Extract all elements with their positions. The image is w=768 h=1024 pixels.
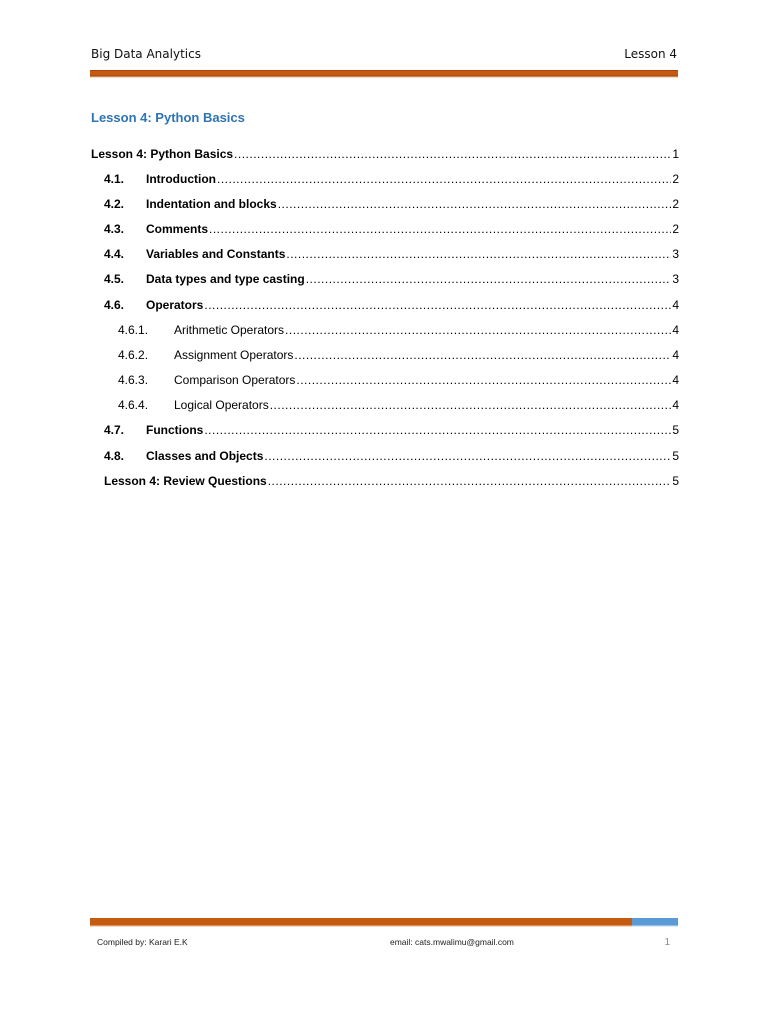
footer-rule-blue	[632, 918, 678, 927]
toc-leader-dots	[204, 423, 671, 437]
toc-entry-page: 1	[672, 147, 679, 161]
toc-leader-dots	[217, 172, 671, 186]
toc-leader-dots	[306, 272, 672, 286]
toc-entry-arithmetic-operators[interactable]	[91, 323, 679, 341]
toc-entry-page: 5	[672, 423, 679, 437]
toc-entry-number: 4.7.	[104, 423, 125, 437]
footer-rule	[90, 918, 678, 927]
footer-page-number: 1	[664, 937, 670, 948]
toc-leader-dots	[204, 298, 671, 312]
toc-entry-number: 4.8.	[104, 449, 125, 463]
toc-entry-title: Operators	[146, 298, 204, 312]
toc-entry-page: 4	[672, 298, 679, 312]
header-rule	[90, 70, 678, 78]
toc-leader-dots	[270, 398, 672, 412]
toc-entry-title: Variables and Constants	[146, 247, 286, 261]
toc-entry-lesson[interactable]	[91, 147, 679, 165]
toc-entry-number: 4.6.3.	[118, 373, 149, 387]
toc-entry-title: Data types and type casting	[146, 272, 305, 286]
toc-entry-title: Arithmetic Operators	[174, 323, 285, 337]
toc-entry-functions[interactable]	[91, 423, 679, 441]
toc-entry-number: 4.4.	[104, 247, 125, 261]
footer-email: email: cats.mwalimu@gmail.com	[390, 937, 514, 947]
toc-leader-dots	[209, 222, 671, 236]
toc-entry-comparison-operators[interactable]	[91, 373, 679, 391]
toc-entry-number: 4.1.	[104, 172, 125, 186]
toc-leader-dots	[264, 449, 671, 463]
toc-entry-page: 3	[672, 272, 679, 286]
toc-entry-number: 4.2.	[104, 197, 125, 211]
toc-entry-introduction[interactable]	[91, 172, 679, 190]
header-title: Big Data Analytics	[91, 47, 201, 61]
toc-entry-indentation[interactable]	[91, 197, 679, 215]
toc-entry-page: 2	[672, 172, 679, 186]
toc-leader-dots	[286, 247, 671, 261]
toc-entry-classes-objects[interactable]	[91, 449, 679, 467]
toc-entry-page: 2	[672, 197, 679, 211]
toc-entry-number: 4.5.	[104, 272, 125, 286]
toc-entry-title: Logical Operators	[174, 398, 269, 412]
toc-entry-number: 4.6.2.	[118, 348, 149, 362]
toc-entry-page: 3	[672, 247, 679, 261]
toc-entry-title: Lesson 4: Review Questions	[104, 474, 267, 488]
toc-entry-title: Comparison Operators	[174, 373, 296, 387]
toc-leader-dots	[294, 348, 671, 362]
toc-entry-page: 2	[672, 222, 679, 236]
toc-entry-title: Indentation and blocks	[146, 197, 277, 211]
toc-leader-dots	[278, 197, 672, 211]
toc-entry-comments[interactable]	[91, 222, 679, 240]
toc-entry-number: 4.6.	[104, 298, 125, 312]
toc-leader-dots	[268, 474, 672, 488]
toc-entry-operators[interactable]	[91, 298, 679, 316]
toc-entry-title: Classes and Objects	[146, 449, 264, 463]
toc-entry-number: 4.6.1.	[118, 323, 149, 337]
toc-entry-title: Assignment Operators	[174, 348, 294, 362]
toc-entry-title: Functions	[146, 423, 204, 437]
toc-entry-logical-operators[interactable]	[91, 398, 679, 416]
toc-leader-dots	[234, 147, 671, 161]
toc-entry-page: 4	[672, 348, 679, 362]
toc-entry-page: 5	[672, 449, 679, 463]
toc-heading: Lesson 4: Python Basics	[91, 110, 245, 125]
toc-entry-number: 4.6.4.	[118, 398, 149, 412]
toc-entry-page: 4	[672, 323, 679, 337]
toc-entry-data-types[interactable]	[91, 272, 679, 290]
toc-entry-title: Comments	[146, 222, 209, 236]
toc-entry-page: 4	[672, 373, 679, 387]
toc-entry-review-questions[interactable]	[91, 474, 679, 492]
toc-entry-page: 5	[672, 474, 679, 488]
toc-entry-title: Introduction	[146, 172, 216, 186]
header-lesson: Lesson 4	[624, 47, 677, 61]
toc-entry-variables[interactable]	[91, 247, 679, 265]
footer-compiled-by: Compiled by: Karari E.K	[97, 937, 188, 947]
footer-rule-orange	[90, 918, 632, 927]
toc-leader-dots	[296, 373, 671, 387]
toc-entry-page: 4	[672, 398, 679, 412]
toc-leader-dots	[285, 323, 671, 337]
toc-entry-number: 4.3.	[104, 222, 125, 236]
toc-entry-title: Lesson 4: Python Basics	[91, 147, 234, 161]
toc-entry-assignment-operators[interactable]	[91, 348, 679, 366]
